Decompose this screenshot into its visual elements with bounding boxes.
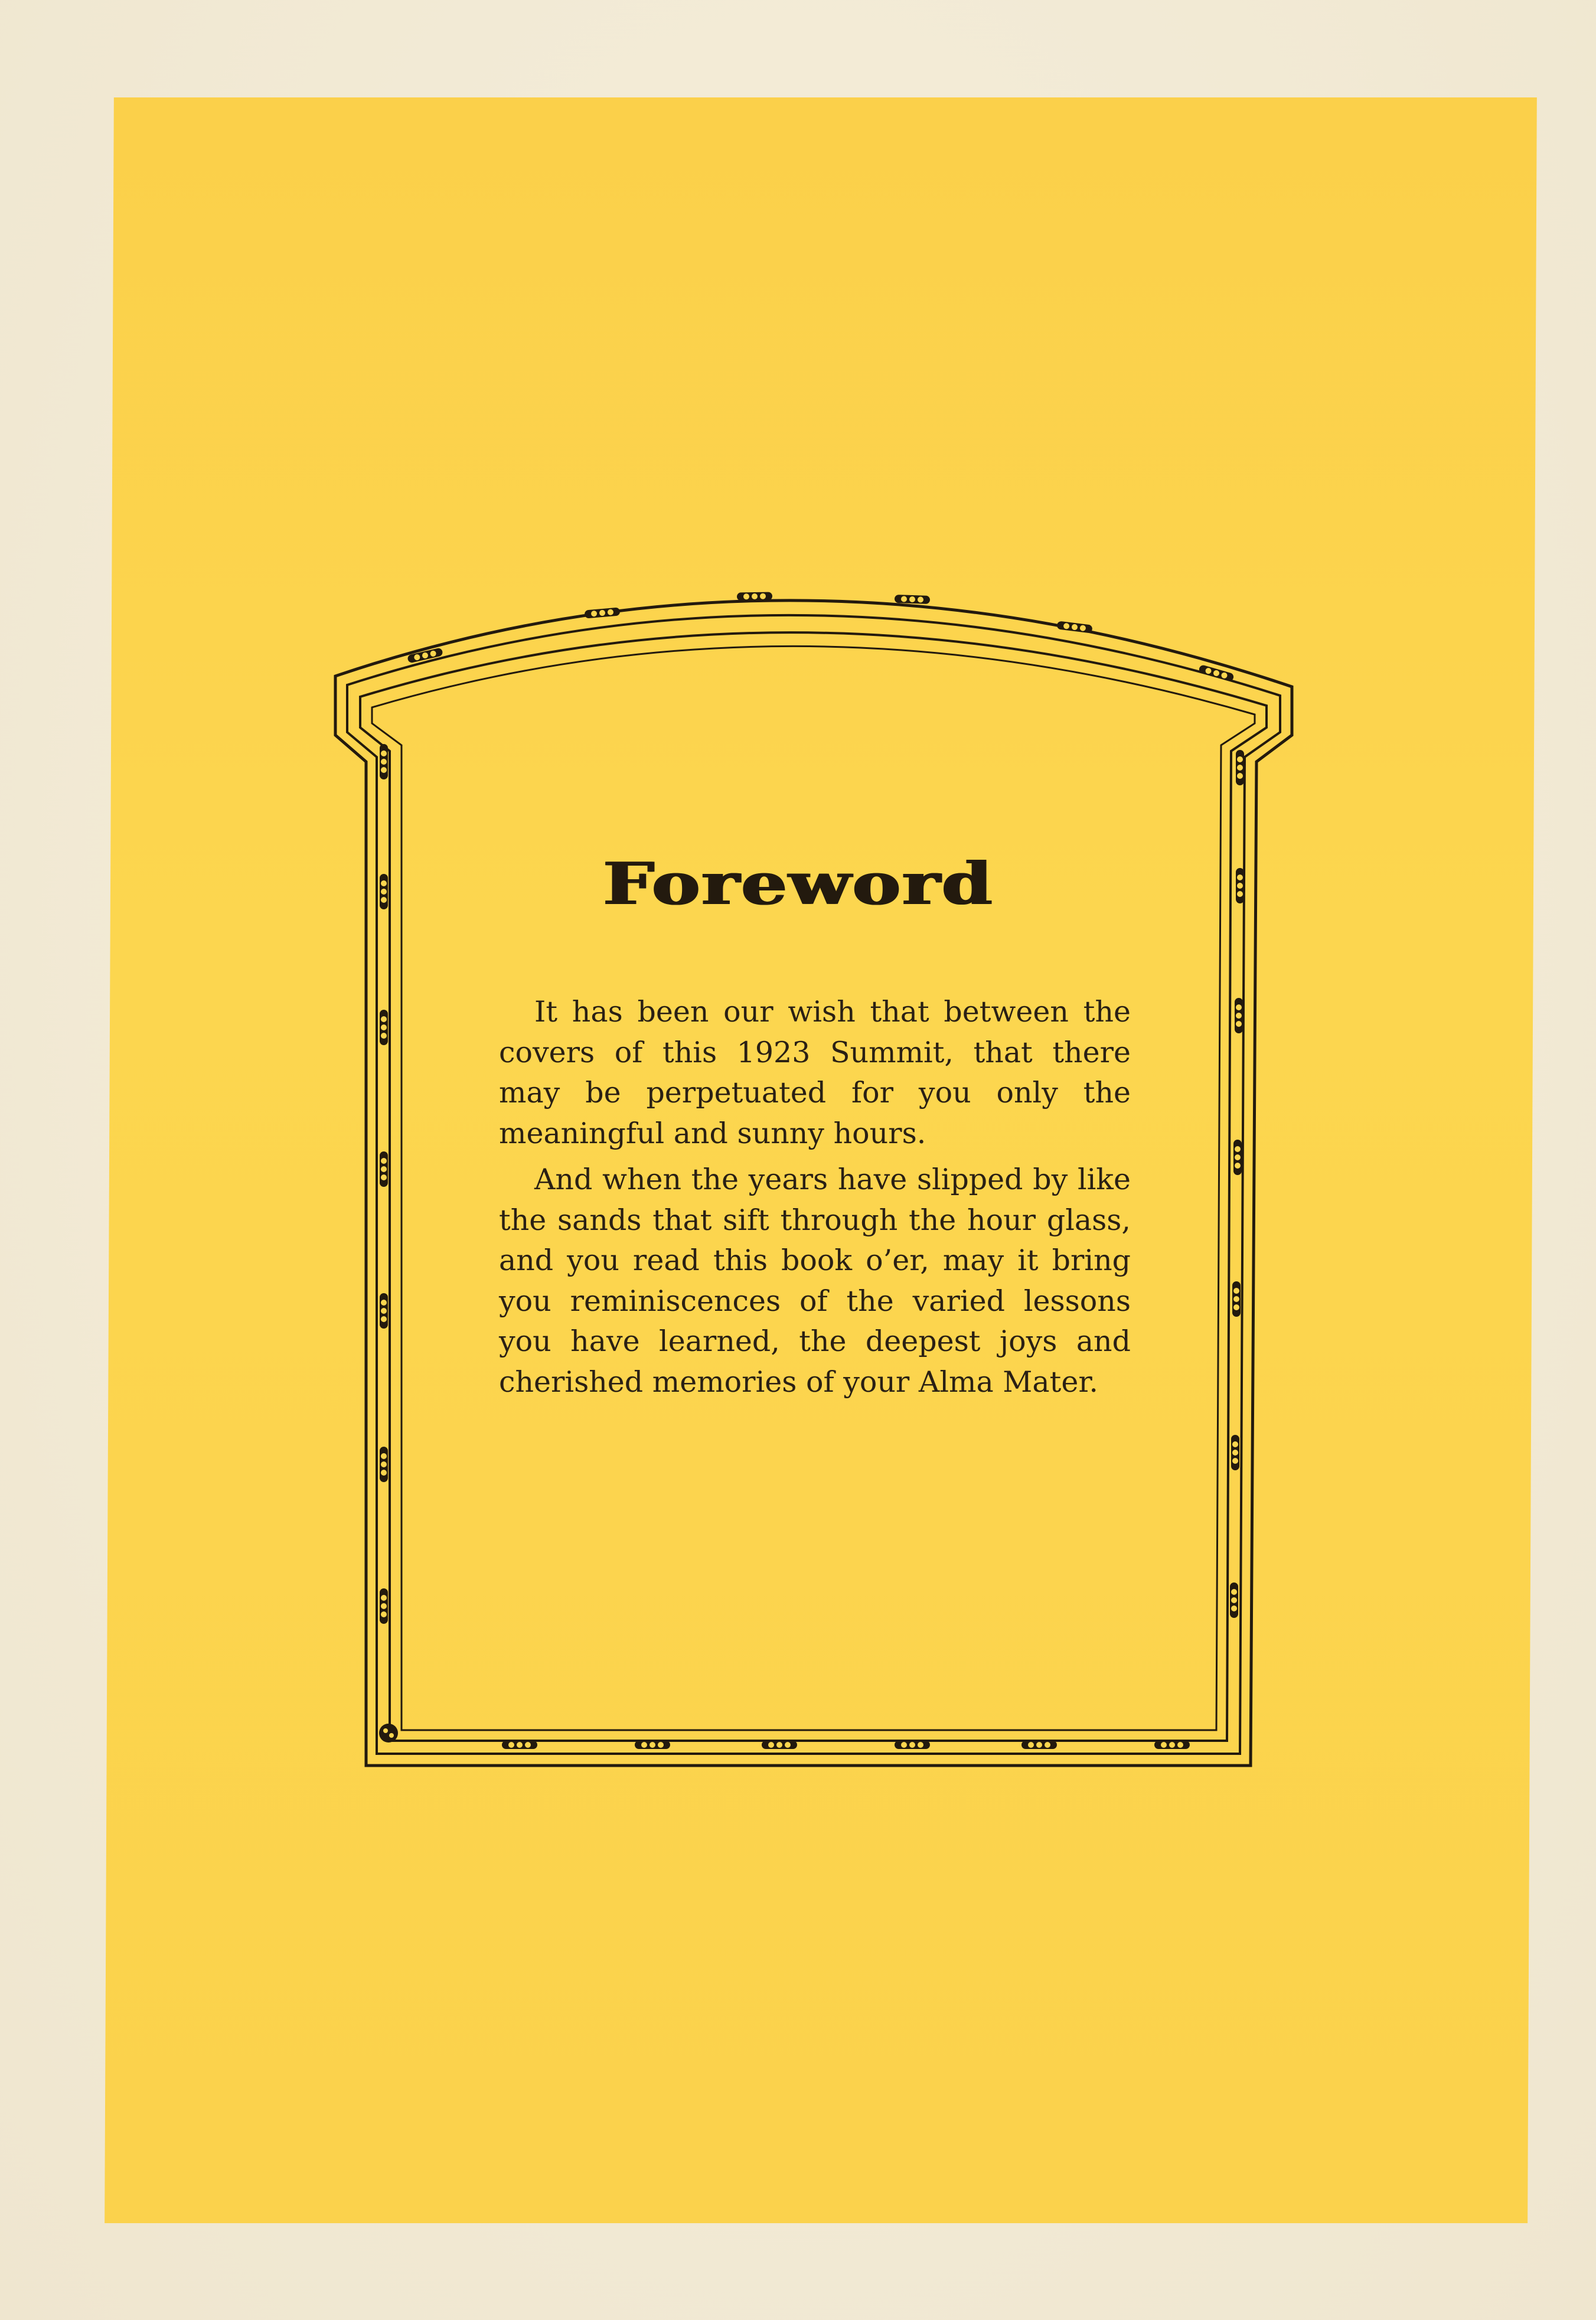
foreword-text — [499, 992, 1131, 1408]
page-title: Foreword — [602, 850, 994, 918]
paragraph-2: And when the years have slipped by like the sands that sift through the hour glass, and you read this book o’er, may it bring you reminiscences of the varied lessons you have learned, the deepest joys and cherished memories of your Alma Mater. — [499, 1163, 1131, 1399]
paragraph-1: It has been our wish that between the covers of this 1923 Summit, that there may be perpetuated for you only the meaningful and sunny hours. — [499, 995, 1131, 1150]
